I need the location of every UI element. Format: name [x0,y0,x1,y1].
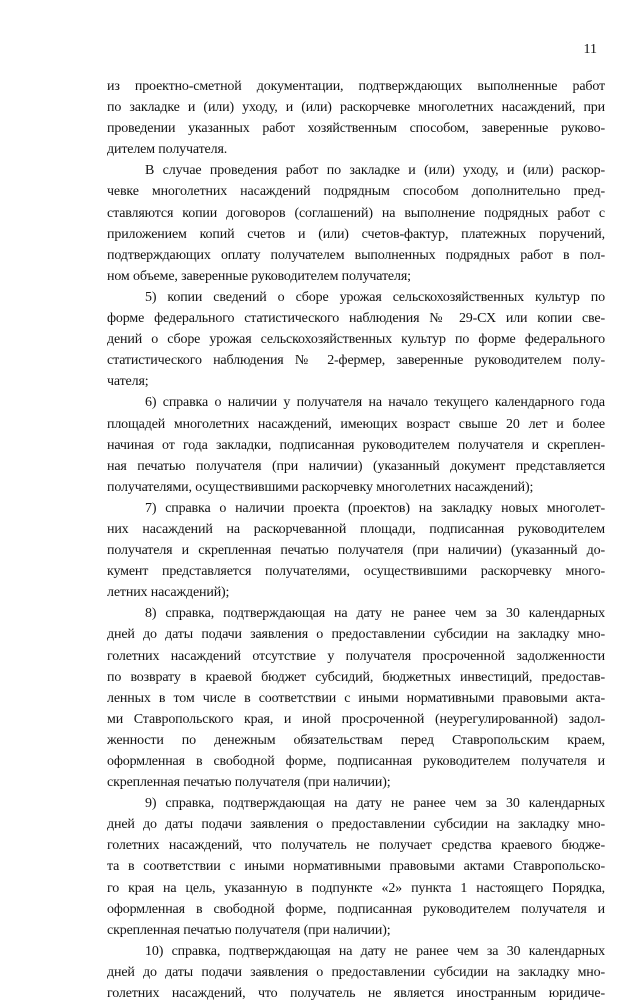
text-line: оформленная в свободной форме, подписанная руководителем получателя и [107,754,605,769]
text-line: из проектно-сметной документации, подтверждающих выполненные работ [107,79,605,94]
text-line: дней до даты подачи заявления о предоставлении субсидии на закладку мно- [107,817,605,833]
text-line: 9) справка, подтверждающая на дату не ранее чем за 30 календарных [145,796,605,812]
text-line: го края на цель, указанную в подпункте «2» пункта 1 настоящего Порядка, [107,880,605,896]
text-line: ная печатью получателя (при наличии) (указанный документ представляется [107,458,605,474]
page-number: 11 [583,42,597,57]
text-line: дней до даты подачи заявления о предоставлении субсидии на закладку мно- [107,964,605,980]
text-line: них насаждений на раскорчеванной площади, подписанная руководителем [107,521,605,537]
text-line: ном объеме, заверенные руководителем получателя; [107,268,411,284]
text-line: площадей многолетних насаждений, имеющих возраст свыше 20 лет и более [107,416,605,432]
document-body [107,76,605,1004]
text-line: приложением копий счетов и (или) счетов-фактур, платежных поручений, [107,226,605,242]
text-line: получателя и скрепленная печатью получателя (при наличии) (указанный до- [107,543,605,559]
text-line: женности по денежным обязательствам перед Ставропольским краем, [107,732,605,748]
text-line: 10) справка, подтверждающая на дату не ранее чем за 30 календарных [145,943,605,959]
text-line: дней до даты подачи заявления о предоставлении субсидии на закладку мно- [107,627,605,643]
text-line: голетних насаждений, что получатель не является иностранным юридиче- [107,986,605,1002]
text-line: 8) справка, подтверждающая на дату не ранее чем за 30 календарных [145,606,605,622]
text-line: чателя; [107,374,149,390]
text-line: ми Ставропольского края, и иной просроченной (неурегулированной) задол- [107,711,605,727]
text-line: по закладке и (или) уходу, и (или) раскорчевке многолетних насаждений, при [107,100,605,116]
text-line: голетних насаждений отсутствие у получателя просроченной задолженности [107,648,605,664]
text-line: та в соответствии с иными нормативными правовыми актами Ставропольско- [107,859,605,875]
text-line: чевке многолетних насаждений подрядным способом дополнительно пред- [107,184,605,200]
text-line: форме федерального статистического наблюдения № 29-СХ или копии све- [107,311,605,327]
text-line: статистического наблюдения № 2-фермер, заверенные руководителем полу- [107,353,605,369]
text-line: скрепленная печатью получателя (при наличии); [107,922,391,938]
text-line: кумент представляется получателями, осуществившими раскорчевку много- [107,564,605,580]
text-line: начиная от года закладки, подписанная руководителем получателя и скреплен- [107,437,605,453]
text-line: летних насаждений); [107,585,230,601]
text-line: ставляются копии договоров (соглашений) на выполнение подрядных работ с [107,205,605,221]
text-line: ленных в том числе в соответствии с иными нормативными правовыми акта- [107,690,605,706]
text-line: 6) справка о наличии у получателя на начало текущего календарного года [145,395,605,411]
text-line: голетних насаждений, что получатель не получает средства краевого бюдже- [107,838,605,854]
text-line: по возврату в краевой бюджет субсидий, бюджетных инвестиций, предостав- [107,669,605,685]
text-line: дителем получателя. [107,142,228,158]
text-line: проведении указанных работ хозяйственным способом, заверенные руково- [107,121,605,137]
text-line: оформленная в свободной форме, подписанная руководителем получателя и [107,901,605,917]
text-line: В случае проведения работ по закладке и (или) уходу, и (или) раскор- [145,163,605,179]
text-line: получателями, осуществившими раскорчевку многолетних насаждений); [107,479,534,495]
text-line: 7) справка о наличии проекта (проектов) на закладку новых многолет- [145,500,605,516]
text-line: 5) копии сведений о сборе урожая сельскохозяйственных культур по [145,289,605,305]
text-line: подтверждающих оплату получателем выполненных подрядных работ в пол- [107,247,605,263]
text-line: скрепленная печатью получателя (при наличии); [107,775,391,791]
text-line: дений о сборе урожая сельскохозяйственных культур по форме федерального [107,332,605,348]
